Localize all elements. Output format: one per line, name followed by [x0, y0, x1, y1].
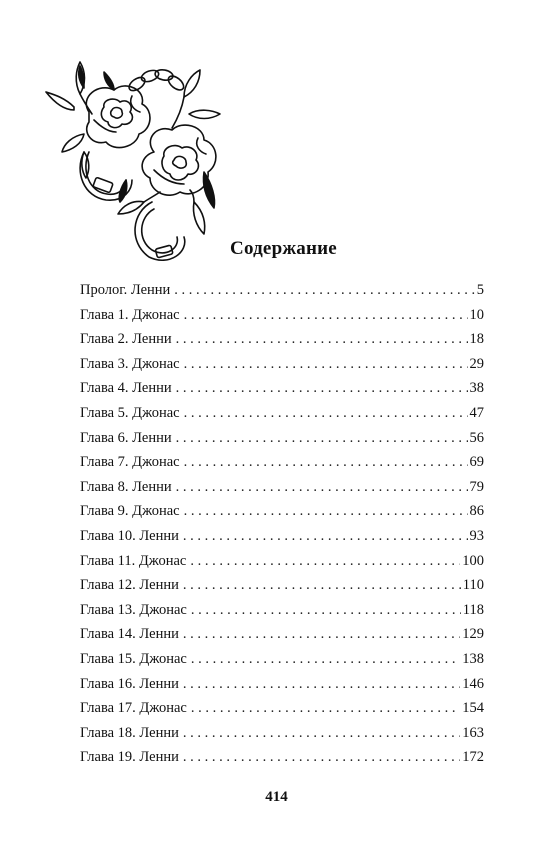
toc-dot-leader — [183, 725, 460, 742]
page-number: 414 — [265, 789, 288, 805]
toc-entry-page: 56 — [469, 429, 484, 446]
toc-entry-page: 93 — [469, 527, 484, 544]
toc-entry-label: Глава 19. Ленни — [80, 749, 179, 766]
toc-entry-page: 10 — [469, 306, 484, 323]
toc-entry — [80, 577, 484, 602]
toc-dot-leader — [184, 356, 468, 373]
toc-entry — [80, 503, 484, 528]
toc-dot-leader — [176, 331, 468, 348]
toc-entry-label: Глава 9. Джонас — [80, 503, 180, 520]
toc-entry — [80, 725, 484, 750]
toc-entry-page: 163 — [462, 724, 484, 741]
toc-entry — [80, 331, 484, 356]
toc-entry-page: 172 — [462, 749, 484, 766]
toc-entry-page: 69 — [469, 454, 484, 471]
toc-entry-page: 146 — [462, 675, 484, 692]
toc-entry-page: 5 — [476, 282, 484, 298]
toc-entry — [80, 307, 484, 332]
toc-entry-page: 29 — [469, 355, 484, 372]
toc-dot-leader — [184, 454, 468, 471]
toc-dot-leader — [184, 503, 468, 520]
toc-entry-page: 100 — [462, 552, 484, 569]
toc-entry-label: Глава 1. Джонас — [80, 306, 180, 323]
toc-entry-label: Глава 13. Джонас — [80, 601, 187, 618]
toc-entry-label: Глава 11. Джонас — [80, 552, 187, 569]
toc-dot-leader — [183, 528, 468, 545]
toc-entry — [80, 626, 484, 651]
toc-entry — [80, 454, 484, 479]
toc-entry-page: 138 — [462, 650, 484, 667]
toc-dot-leader — [191, 602, 461, 619]
toc-entry-page: 79 — [469, 478, 484, 495]
toc-dot-leader — [176, 479, 468, 496]
toc-dot-leader — [183, 749, 460, 766]
roses-handcuffs-illustration-icon — [44, 52, 234, 264]
toc-entry — [80, 553, 484, 578]
toc-entry-label: Глава 8. Ленни — [80, 478, 172, 495]
toc-entry — [80, 430, 484, 455]
toc-dot-leader — [190, 553, 460, 570]
toc-dot-leader — [183, 577, 461, 594]
rose-icon — [86, 86, 150, 148]
toc-entry-label: Глава 2. Ленни — [80, 331, 172, 348]
toc-entry — [80, 528, 484, 553]
toc-entry — [80, 380, 484, 405]
toc-entry-page: 118 — [462, 601, 484, 618]
toc-entry-label: Глава 6. Ленни — [80, 429, 172, 446]
toc-entry-label: Глава 3. Джонас — [80, 355, 180, 372]
toc-dot-leader — [183, 676, 460, 693]
toc-entry-page: 38 — [469, 380, 484, 397]
toc-entry — [80, 282, 484, 307]
toc-dot-leader — [191, 700, 460, 717]
toc-entry-label: Глава 12. Ленни — [80, 577, 179, 594]
toc-entry-page: 47 — [469, 404, 484, 421]
toc-dot-leader — [174, 282, 474, 299]
toc-entry-label: Глава 4. Ленни — [80, 380, 172, 397]
toc-entry-page: 129 — [462, 626, 484, 643]
toc-entry-label: Глава 15. Джонас — [80, 650, 187, 667]
toc-entry — [80, 602, 484, 627]
toc-dot-leader — [191, 651, 460, 668]
toc-entry-label: Глава 10. Ленни — [80, 527, 179, 544]
toc-dot-leader — [183, 626, 460, 643]
table-of-contents — [80, 282, 484, 774]
toc-entry — [80, 700, 484, 725]
toc-entry-label: Глава 5. Джонас — [80, 404, 180, 421]
toc-dot-leader — [176, 380, 468, 397]
toc-entry-label: Глава 16. Ленни — [80, 675, 179, 692]
toc-entry-page: 110 — [462, 577, 484, 594]
toc-entry — [80, 749, 484, 774]
toc-entry-page: 154 — [462, 700, 484, 717]
toc-entry — [80, 479, 484, 504]
toc-dot-leader — [184, 307, 468, 324]
toc-title: Содержание — [230, 238, 337, 259]
toc-entry-label: Глава 17. Джонас — [80, 700, 187, 717]
toc-entry-label: Глава 7. Джонас — [80, 454, 180, 471]
toc-entry-page: 86 — [469, 503, 484, 520]
toc-entry-page: 18 — [469, 331, 484, 348]
toc-entry — [80, 676, 484, 701]
toc-entry — [80, 356, 484, 381]
toc-entry — [80, 405, 484, 430]
toc-entry — [80, 651, 484, 676]
toc-entry-label: Пролог. Ленни — [80, 282, 171, 298]
toc-dot-leader — [176, 430, 468, 447]
toc-entry-label: Глава 14. Ленни — [80, 626, 179, 643]
toc-entry-label: Глава 18. Ленни — [80, 724, 179, 741]
toc-dot-leader — [184, 405, 468, 422]
